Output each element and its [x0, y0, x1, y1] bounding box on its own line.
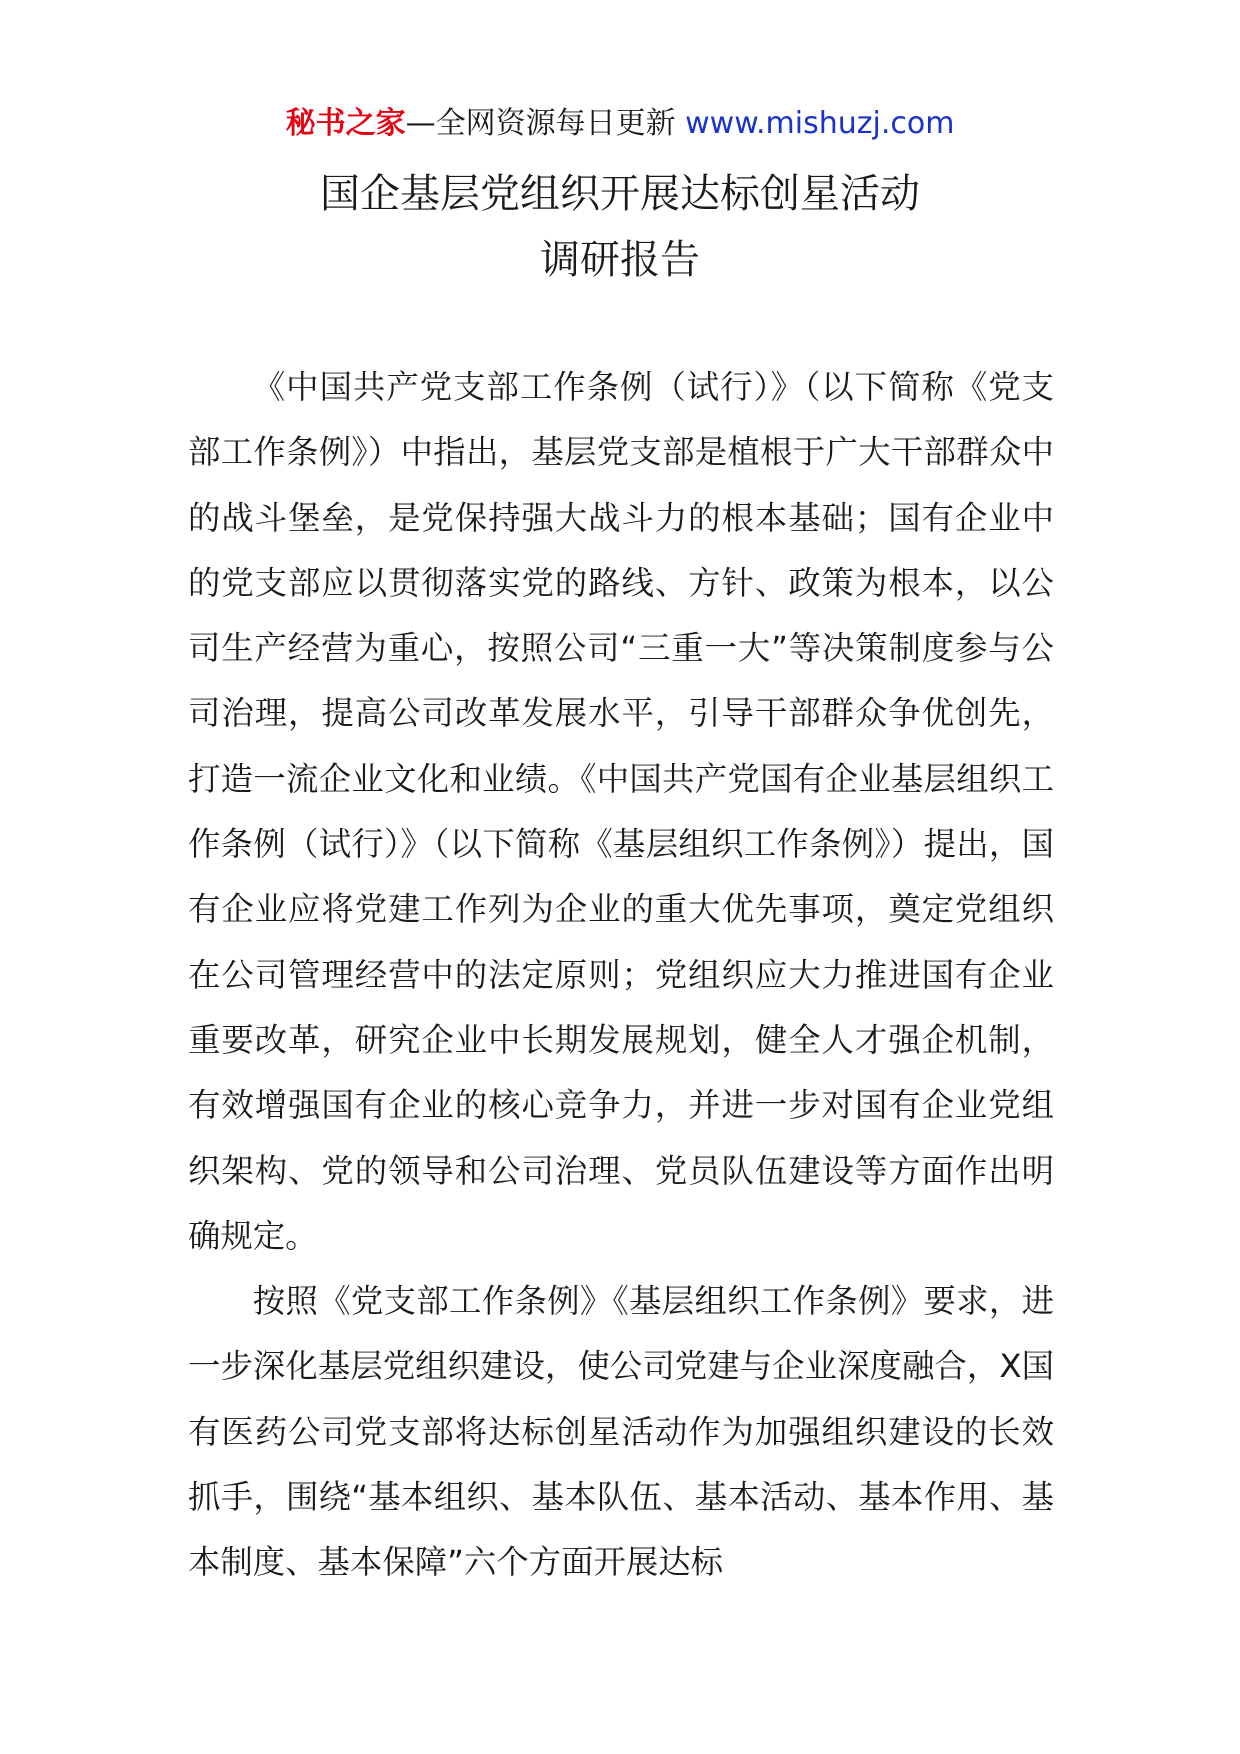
paragraph-1: 《中国共产党支部工作条例（试行）》（以下简称《党支部工作条例》）中指出，基层党支部是植根于广大干部群众中的战斗堡垒，是党保持强大战斗力的根本基础；国有企业中的党支部应以贯彻落实党的路线、方针、政策为根本，以公司生产经营为重心，按照公司“三重一大”等决策制度参与公司治理，提高公司改革发展水平，引导干部群众争优创先，打造一流企业文化和业绩。《中国共产党国有企业基层组织工作条例（试行）》（以下简称《基层组织工作条例》）提出，国有企业应将党建工作列为企业的重大优先事项，奠定党组织在公司管理经营中的法定原则；党组织应大力推进国有企业重要改革，研究企业中长期发展规划，健全人才强企机制，有效增强国有企业的核心竞争力，并进一步对国有企业党组织架构、党的领导和公司治理、党员队伍建设等方面作出明确规定。 [188, 368, 1054, 1255]
document-body [188, 355, 1054, 1596]
paragraph-2: 按照《党支部工作条例》《基层组织工作条例》要求，进一步深化基层党组织建设，使公司党建与企业深度融合，X国有医药公司党支部将达标创星活动作为加强组织建设的长效抓手，围绕“基本组织、基本队伍、基本活动、基本作用、基本制度、基本保障”六个方面开展达标 [188, 1282, 1054, 1582]
site-url[interactable]: www.mishuzj.com [685, 106, 955, 141]
site-slogan: —全网资源每日更新 [405, 106, 686, 141]
site-header [0, 104, 1240, 144]
document-title-line-1: 国企基层党组织开展达标创星活动 [320, 171, 920, 217]
document-title-line-2: 调研报告 [540, 237, 700, 283]
brand-name: 秘书之家 [285, 106, 406, 141]
